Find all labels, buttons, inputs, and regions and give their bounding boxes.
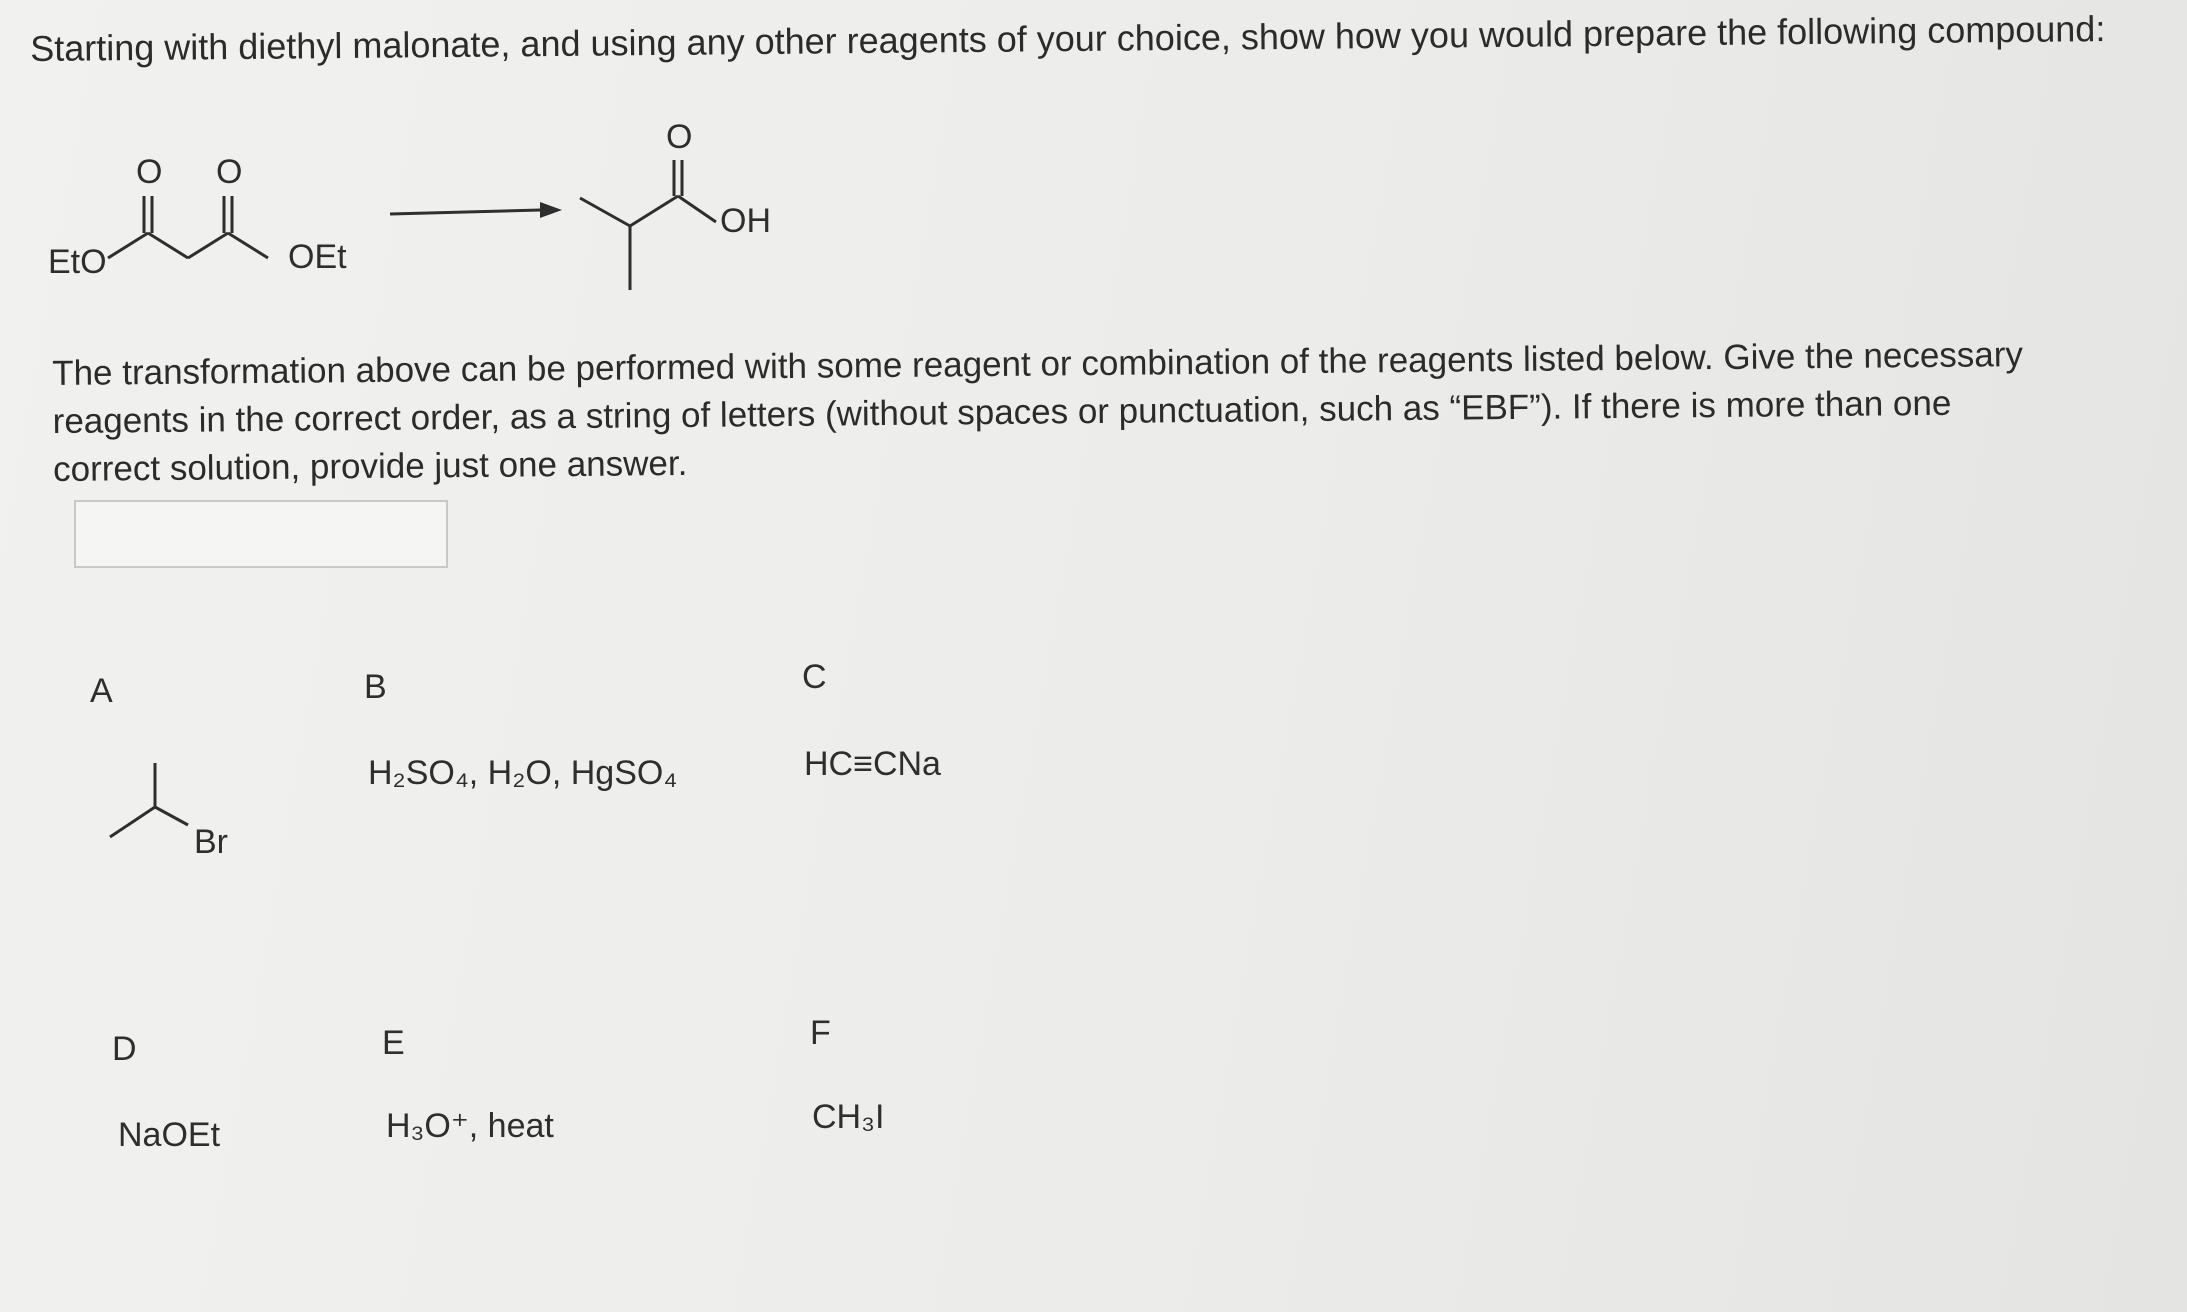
option-a-letter: A (90, 672, 113, 710)
option-c-letter: C (802, 658, 827, 696)
product-oxygen-label: O (666, 118, 693, 156)
option-a-structure (100, 755, 280, 865)
product-structure (580, 160, 716, 290)
option-e-reagent: H₃O⁺, heat (386, 1107, 554, 1145)
reaction-scheme (40, 118, 800, 318)
reactant-oxygen-label: O (136, 153, 163, 191)
option-b-reagent: H₂SO₄, H₂O, HgSO₄ (368, 754, 678, 792)
reactant-eto-label: EtO (48, 243, 107, 281)
reactant-oet-label: OEt (288, 238, 347, 276)
reaction-arrow (390, 202, 562, 218)
option-e-letter: E (382, 1024, 405, 1062)
option-b-letter: B (364, 668, 387, 706)
option-c-reagent: HC≡CNa (804, 745, 941, 783)
option-f-reagent: CH₃I (812, 1098, 885, 1136)
option-d-reagent: NaOEt (118, 1116, 221, 1154)
option-a-br-label: Br (194, 823, 228, 861)
product-oh-label: OH (720, 202, 771, 240)
diethyl-malonate-structure (108, 196, 268, 258)
question-instructions: The transformation above can be performed with some reagent or combination of the reagents listed below. Give the necessary reagents in the correct order, as a string of letters (without spaces or punctuation, such as “EBF”). If there is more than one correct solution, provide just one answer. (52, 335, 2024, 489)
reactant-oxygen-label: O (216, 153, 243, 191)
option-f-letter: F (810, 1014, 831, 1052)
answer-input[interactable] (74, 500, 448, 568)
option-d-letter: D (112, 1030, 137, 1068)
question-prompt: Starting with diethyl malonate, and using any other reagents of your choice, show how you would prepare the following compound: (30, 8, 2106, 69)
